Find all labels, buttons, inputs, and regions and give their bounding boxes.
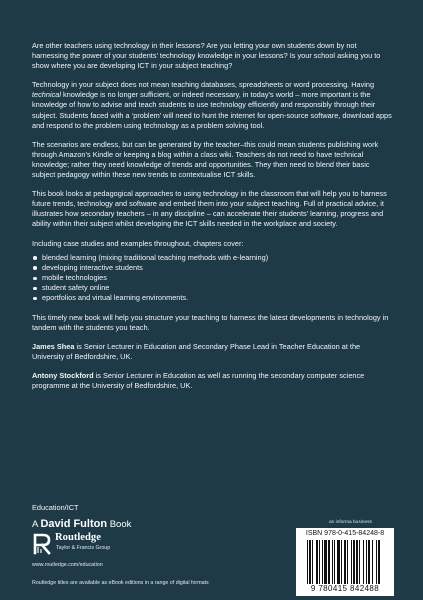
- publisher-url: www.routledge.com/education: [32, 562, 103, 568]
- back-cover-text: [32, 41, 394, 400]
- list-item: developing interactive students: [32, 263, 394, 273]
- david-fulton-brand: A David Fulton Book: [32, 518, 132, 530]
- publisher-name: Routledge: [55, 532, 101, 543]
- publisher-group: Taylor & Francis Group: [56, 545, 111, 551]
- isbn-label: ISBN 978-0-415-84248-8: [305, 530, 385, 537]
- chapter-list: [32, 253, 394, 304]
- list-item: blended learning (mixing traditional teaching methods with e-learning): [32, 253, 394, 263]
- routledge-logo-icon: [32, 533, 54, 555]
- list-item: mobile technologies: [32, 273, 394, 283]
- intro-paragraph: Are other teachers using technology in their lessons? Are you letting your own students down by not harnessing the power of your students’ technology knowledge in your lessons? Is your school asking you to show where you are developing ICT in your subject teaching?: [32, 41, 381, 71]
- barcode-image: [307, 540, 383, 584]
- author-bio-shea: James Shea is Senior Lecturer in Education and Secondary Phase Lead in Teacher Education at the University of Bedfordshire, UK.: [32, 341, 361, 361]
- book-summary-paragraph: This book looks at pedagogical approaches to using technology in the classroom that will help you to harness future trends, technology and software and embed them into your subject teaching. Full of practical advice, it illustrates how secondary teachers – in any discipline – can accelerate their students’ learning, progress and ability within their subject whilst developing the ICT skills needed in the workplace and society.: [32, 189, 387, 229]
- list-item: eportfolios and virtual learning environments.: [32, 293, 394, 303]
- routledge-logo: [32, 532, 182, 554]
- chapters-intro: Including case studies and examples throughout, chapters cover:: [32, 238, 244, 248]
- author-bio-stockford: Antony Stockford is Senior Lecturer in Education as well as running the secondary computer science programme at the University of Bedfordshire, UK.: [32, 370, 365, 391]
- ebook-note: Routledge titles are available as eBook editions in a range of digital formats: [32, 580, 209, 586]
- informa-tagline: an informa business: [329, 520, 372, 525]
- list-item: student safety online: [32, 283, 394, 293]
- barcode-number: 9 780415 842488: [310, 584, 380, 593]
- scenarios-paragraph: The scenarios are endless, but can be generated by the teacher–this could mean students publishing work through Amazon’s Kindle or keeping a blog within a class wiki. Teachers do not need to have technical knowledge; rather they need knowledge of trends and opportunities. They then need to blend their basic subject pedagogy within these new trends to contextualise ICT skills.: [32, 139, 379, 180]
- closing-paragraph: This timely new book will help you structure your teaching to harness the latest developments in technology in tandem with the students you teach.: [32, 312, 389, 332]
- barcode-panel: [296, 528, 394, 596]
- subject-category: Education/ICT: [32, 503, 79, 512]
- technology-paragraph: Technology in your subject does not mean teaching databases, spreadsheets or word processing. Having technical knowledge is no longer sufficient, or indeed necessary, in today’s world – more important is the knowledge of how to advise and teach students to use technology efficiently and responsibly through their subject. Students faced with a ‘problem’ will need to hunt the internet for open-source software, download apps and respond to the problem using technology as a problem solving tool.: [32, 80, 392, 130]
